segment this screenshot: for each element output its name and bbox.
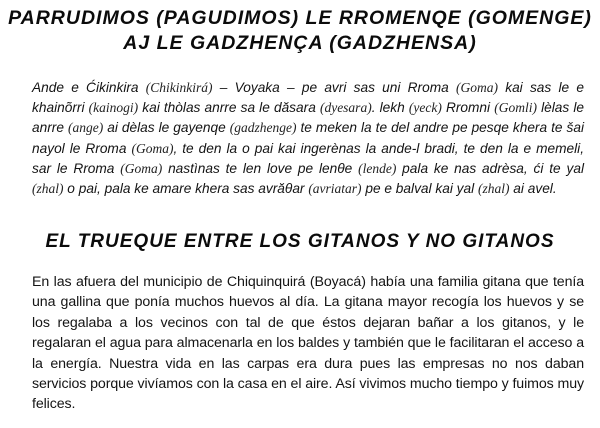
pronunciation-gloss: (kainogi): [88, 100, 139, 116]
pronunciation-gloss: (Goma): [131, 140, 174, 156]
pronunciation-gloss: (zhal): [477, 181, 510, 197]
paragraph-text: ai avel.: [509, 181, 557, 197]
section1-paragraph: [32, 78, 584, 199]
pronunciation-gloss: (Chikinkirá): [145, 80, 213, 95]
pronunciation-gloss: (lende): [358, 160, 397, 176]
pronunciation-gloss: (Goma): [455, 80, 498, 95]
section2-title: EL TRUEQUE ENTRE LOS GITANOS Y NO GITANOS: [45, 231, 555, 252]
pronunciation-gloss: (dyesara): [319, 100, 372, 116]
pronunciation-gloss: (Gomli): [494, 100, 537, 116]
section1-title-line2: AJ LE GADZHENÇA (GADZHENSA): [123, 32, 477, 54]
pronunciation-gloss: (Goma): [120, 160, 163, 176]
pronunciation-gloss: (zhal): [32, 181, 64, 197]
paragraph-text: kai thòlas anrre sa le dăsara: [138, 100, 320, 116]
paragraph-text: te meken la te del andre pe pesqe khera te šai nayol le Rroma: [32, 120, 585, 156]
paragraph-text: lèlas le anrre: [32, 100, 585, 136]
paragraph-text: o pai, pala ke amare khera sas avrăθar: [63, 181, 309, 197]
paragraph-text: pala ke nas adrèsa, ći te yal: [396, 160, 584, 176]
section1-title-line1: PARRUDIMOS (PAGUDIMOS) LE RROMENQE (GOMENGE): [8, 7, 592, 29]
section2-paragraph: En las afuera del municipio de Chiquinquirá (Boyacá) había una familia gitana que tenía una gallina que ponía muchos huevos al día. La gitana mayor recogía los huevos y se los regalaba a los vecinos con tal de que éstos dejaran bañar a los gitanos, y le regalaran el agua para almacenarla en los baldes y también que le facilitaran el acceso a la energía. Nuestra vida en las carpas era dura pues las empresas no nos daban servicios porque vivíamos con la casa en el aire. Así vivimos mucho tiempo y fuimos muy felices.: [32, 274, 584, 413]
paragraph-text: , te den la o pai kai ingerènas la ande-l bradi, te den la e memeli, sar le Rroma: [32, 140, 584, 176]
paragraph-text: kai sas le e khainõrri: [32, 80, 585, 116]
paragraph-text: nastìnas te len love pe lenθe: [162, 160, 359, 176]
pronunciation-gloss: (yeck): [408, 100, 442, 116]
paragraph-text: – Voyaka – pe avri sas uni Rroma: [212, 80, 456, 95]
paragraph-text: ai dèlas le gayenqe: [103, 120, 230, 136]
paragraph-text: pe e balval kai yal: [361, 181, 478, 197]
pronunciation-gloss: (ange): [67, 120, 104, 136]
paragraph-text: Ande e Ćikinkira: [32, 80, 146, 95]
pronunciation-gloss: (gadzhenge): [229, 120, 297, 136]
paragraph-text: Rromni: [441, 100, 495, 116]
paragraph-text: . lekh: [371, 100, 409, 116]
pronunciation-gloss: (avriatar): [308, 181, 362, 197]
